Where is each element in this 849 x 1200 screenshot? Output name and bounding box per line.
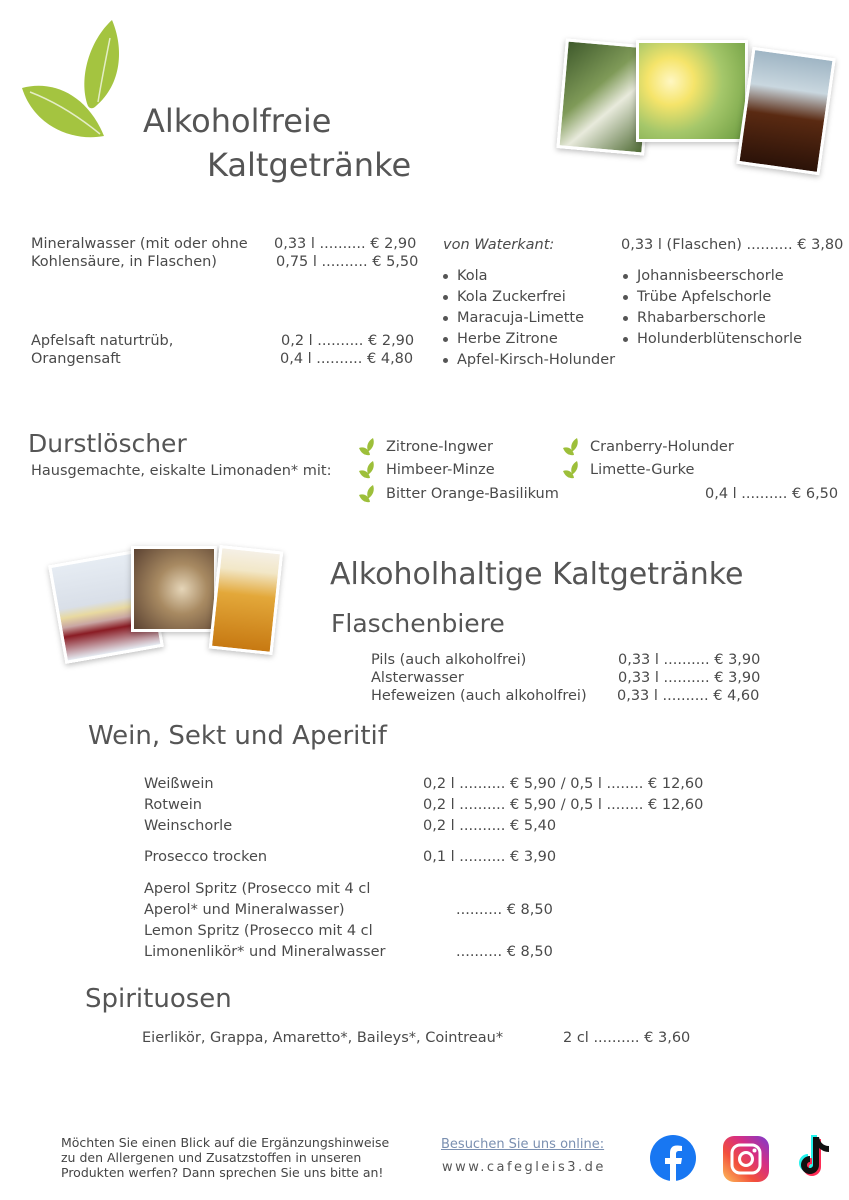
lemon-line2: Limonenlikör* und Mineralwasser xyxy=(144,944,386,960)
aperol-line1: Aperol Spritz (Prosecco mit 4 cl xyxy=(144,881,371,897)
leaf-icon xyxy=(358,460,376,480)
page-title-line1: Alkoholfreie xyxy=(143,102,332,140)
juice-price-2: 0,4 l .......... € 4,80 xyxy=(280,351,414,367)
spirits-items: Eierlikör, Grappa, Amaretto*, Baileys*, Cointreau* xyxy=(142,1030,504,1046)
page-title-line2: Kaltgetränke xyxy=(207,146,412,184)
list-item: Trübe Apfelschorle xyxy=(622,287,802,308)
leaf-logo-icon xyxy=(20,18,130,143)
beer-price: 0,33 l .......... € 4,60 xyxy=(617,688,760,704)
leaf-icon xyxy=(562,437,580,457)
allergen-note-line2: zu den Allergenen und Zusatzstoffen in unseren xyxy=(61,1150,362,1165)
water-price-1: 0,33 l .......... € 2,90 xyxy=(274,236,417,252)
allergen-note-line1: Möchten Sie einen Blick auf die Ergänzungshinweise xyxy=(61,1135,390,1150)
wine-name: Weißwein xyxy=(144,776,214,792)
instagram-icon[interactable] xyxy=(723,1136,769,1182)
lemon-price: .......... € 8,50 xyxy=(456,944,553,960)
beer-photo xyxy=(209,545,284,655)
beer-name: Hefeweizen (auch alkoholfrei) xyxy=(371,688,587,704)
water-name-line2: Kohlensäure, in Flaschen) xyxy=(31,254,217,270)
allergen-note-line3: Produkten werfen? Dann sprechen Sie uns bitte an! xyxy=(61,1165,384,1180)
durst-item: Zitrone-Ingwer xyxy=(358,437,493,457)
spirits-price: 2 cl .......... € 3,60 xyxy=(563,1030,691,1046)
beer-price: 0,33 l .......... € 3,90 xyxy=(618,670,761,686)
wine-name: Weinschorle xyxy=(144,818,233,834)
spirits-title: Spirituosen xyxy=(85,984,232,1014)
waterkant-label: von Waterkant: xyxy=(443,237,555,253)
list-item: Maracuja-Limette xyxy=(442,308,615,329)
list-item: Apfel-Kirsch-Holunder xyxy=(442,350,615,371)
visit-us-link[interactable]: Besuchen Sie uns online: xyxy=(441,1137,605,1152)
wine-price: 0,2 l .......... € 5,90 / 0,5 l ........ € 12,60 xyxy=(423,797,704,813)
leaf-icon xyxy=(358,437,376,457)
wine-name: Rotwein xyxy=(144,797,202,813)
durst-subtitle: Hausgemachte, eiskalte Limonaden* mit: xyxy=(31,463,332,479)
durst-item: Bitter Orange-Basilikum xyxy=(358,484,559,504)
aperol-line2: Aperol* und Mineralwasser) xyxy=(144,902,345,918)
waterkant-price: 0,33 l (Flaschen) .......... € 3,80 xyxy=(621,237,844,253)
beer-price: 0,33 l .......... € 3,90 xyxy=(618,652,761,668)
cola-photo xyxy=(736,47,836,176)
durst-item: Limette-Gurke xyxy=(562,460,694,480)
waterkant-list-1 xyxy=(442,266,615,371)
list-item: Johannisbeerschorle xyxy=(622,266,802,287)
list-item: Kola xyxy=(442,266,615,287)
water-price-2: 0,75 l .......... € 5,50 xyxy=(276,254,419,270)
wine-name: Prosecco trocken xyxy=(144,849,268,865)
wine-price: 0,2 l .......... € 5,90 / 0,5 l ........ € 12,60 xyxy=(423,776,704,792)
waterkant-list-2 xyxy=(622,266,802,350)
beer-name: Pils (auch alkoholfrei) xyxy=(371,652,527,668)
beer-name: Alsterwasser xyxy=(371,670,464,686)
water-name-line1: Mineralwasser (mit oder ohne xyxy=(31,236,248,252)
durst-price: 0,4 l .......... € 6,50 xyxy=(705,486,839,502)
list-item: Holunderblütenschorle xyxy=(622,329,802,350)
durst-item: Himbeer-Minze xyxy=(358,460,495,480)
leaf-icon xyxy=(358,484,376,504)
facebook-icon[interactable] xyxy=(650,1135,696,1181)
list-item: Kola Zuckerfrei xyxy=(442,287,615,308)
lemonade-photo xyxy=(636,40,748,142)
juice-name-line2: Orangensaft xyxy=(31,351,121,367)
juice-name-line1: Apfelsaft naturtrüb, xyxy=(31,333,174,349)
alc-title: Alkoholhaltige Kaltgetränke xyxy=(330,557,744,592)
list-item: Herbe Zitrone xyxy=(442,329,615,350)
juice-price-1: 0,2 l .......... € 2,90 xyxy=(281,333,415,349)
durst-item: Cranberry-Holunder xyxy=(562,437,734,457)
durst-title: Durstlöscher xyxy=(28,429,187,458)
website-link[interactable]: www.cafegleis3.de xyxy=(442,1160,606,1175)
wine-price: 0,1 l .......... € 3,90 xyxy=(423,849,557,865)
list-item: Rhabarberschorle xyxy=(622,308,802,329)
aperol-price: .......... € 8,50 xyxy=(456,902,553,918)
tiktok-icon[interactable] xyxy=(795,1133,837,1181)
leaf-icon xyxy=(562,460,580,480)
lemon-line1: Lemon Spritz (Prosecco mit 4 cl xyxy=(144,923,373,939)
wine-price: 0,2 l .......... € 5,40 xyxy=(423,818,557,834)
beer-title: Flaschenbiere xyxy=(331,609,505,638)
spices-photo xyxy=(131,546,217,632)
wine-title: Wein, Sekt und Aperitif xyxy=(88,721,387,751)
